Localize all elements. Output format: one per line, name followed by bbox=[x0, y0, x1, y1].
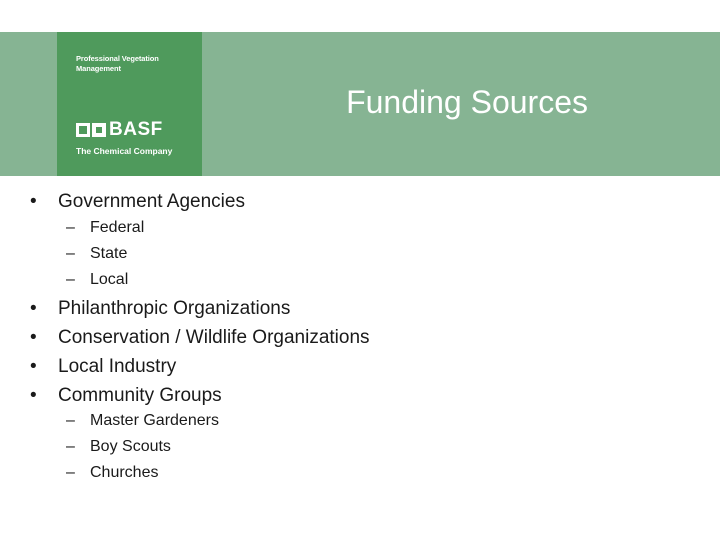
basf-square-outline-icon bbox=[76, 123, 90, 137]
dash-icon: – bbox=[66, 219, 75, 236]
list-item-text: Community Groups bbox=[58, 385, 222, 406]
sub-list-item-text: Master Gardeners bbox=[90, 412, 219, 429]
sub-list-item-text: State bbox=[90, 245, 128, 262]
dash-icon: – bbox=[66, 412, 75, 429]
basf-logo bbox=[57, 32, 202, 176]
sub-list-item-text: Churches bbox=[90, 464, 159, 481]
list-item-text: Philanthropic Organizations bbox=[58, 298, 291, 319]
basf-square-solid-icon bbox=[92, 123, 106, 137]
logo-brand: BASF bbox=[109, 119, 163, 140]
bullet-icon: • bbox=[30, 385, 37, 406]
list-item-text: Conservation / Wildlife Organizations bbox=[58, 327, 370, 348]
list-item-text: Local Industry bbox=[58, 356, 177, 377]
bullet-icon: • bbox=[30, 356, 37, 377]
sub-list-item-text: Boy Scouts bbox=[90, 438, 171, 455]
logo-subtitle: Professional Vegetation Management bbox=[76, 54, 159, 73]
bullet-icon: • bbox=[30, 327, 37, 348]
dash-icon: – bbox=[66, 271, 75, 288]
sub-list-item-text: Local bbox=[90, 271, 129, 288]
bullet-icon: • bbox=[30, 191, 37, 212]
dash-icon: – bbox=[66, 245, 75, 262]
slide-title: Funding Sources bbox=[346, 84, 588, 120]
dash-icon: – bbox=[66, 438, 75, 455]
bullet-icon: • bbox=[30, 298, 37, 319]
list-item-text: Government Agencies bbox=[58, 191, 245, 212]
dash-icon: – bbox=[66, 464, 75, 481]
sub-list-item-text: Federal bbox=[90, 219, 145, 236]
logo-tagline: The Chemical Company bbox=[76, 146, 173, 156]
basf-logo-mark bbox=[76, 121, 163, 139]
